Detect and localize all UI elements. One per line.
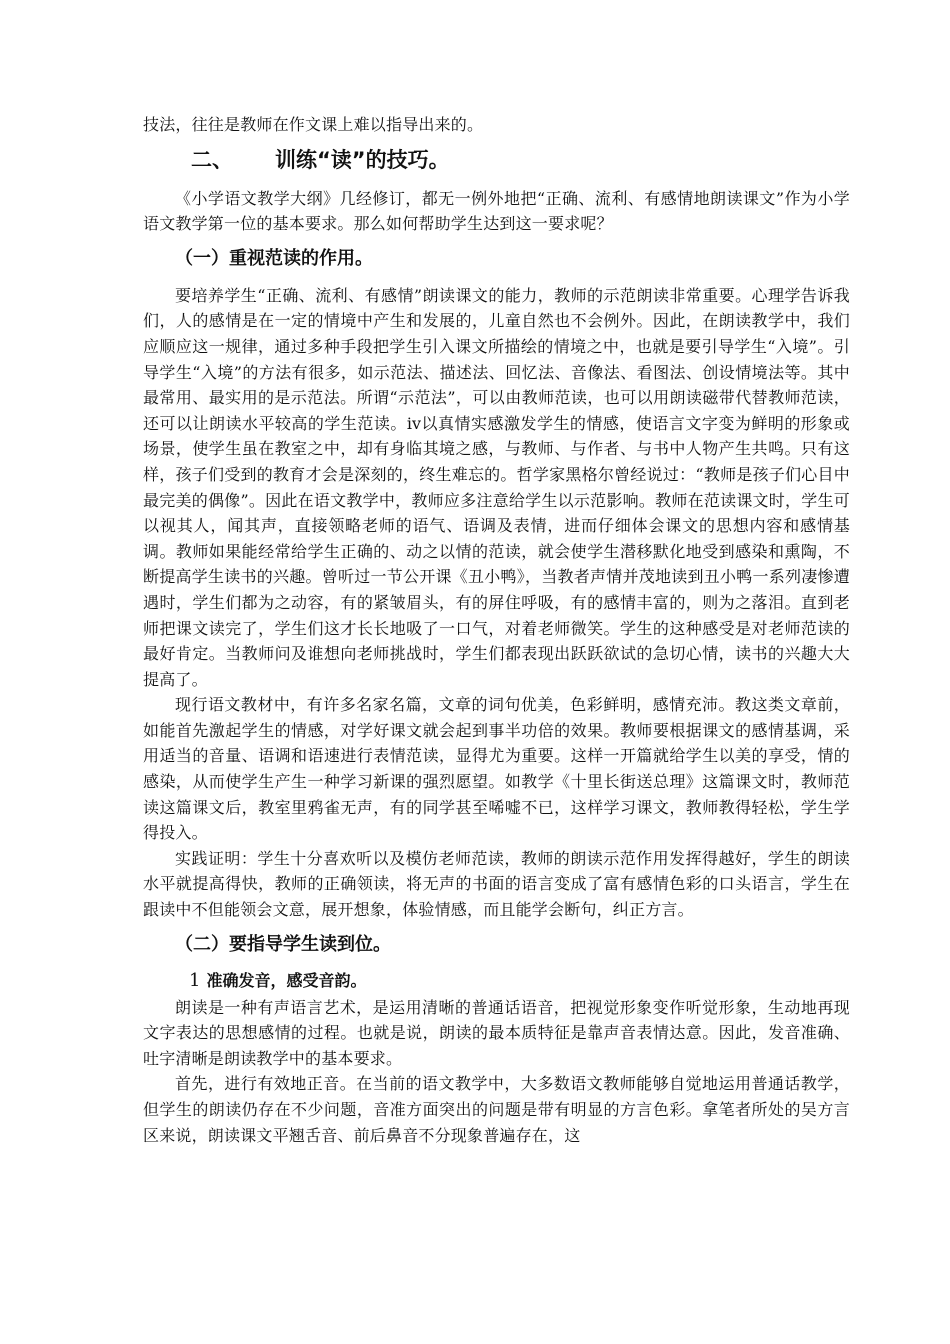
paragraph-intro-tail: 技法，往往是教师在作文课上难以指导出来的。 [143,115,484,134]
document-body [143,112,850,1148]
item-heading-pronunciation [143,969,850,993]
item-title: 准确发音，感受音韵。 [206,970,367,990]
paragraph-syllabus: 《小学语文教学大纲》几经修订，都无一例外地把“正确、流利、有感情地朗读课文”作为小学语文教学第一位的基本要求。那么如何帮助学生达到这一要求呢？ [143,188,850,234]
paragraph-model-reading: 要培养学生“正确、流利、有感情”朗读课文的能力，教师的示范朗读非常重要。心理学告诉我们，人的感情是在一定的情境中产生和发展的，儿童自然也不会例外。因此，在朗读教学中，我们应顺应这一规律，通过多种手段把学生引入课文所描绘的情境之中，也就是要引导学生“入境”。引导学生“入境”的方法有很多，如示范法、描述法、回忆法、音像法、看图法、创设情境法等。其中最常用、最实用的是示范法。所谓“示范法”，可以由教师范读，也可以用朗读磁带代替教师范读，还可以让朗读水平较高的学生范读。ⅳ以真情实感激发学生的情感，使语言文字变为鲜明的形象或场景，使学生虽在教室之中，却有身临其境之感，与教师、与作者、与书中人物产生共鸣。只有这样，孩子们受到的教育才会是深刻的，终生难忘的。哲学家黑格尔曾经说过：“教师是孩子们心目中最完美的偶像”。因此在语文教学中，教师应多注意给学生以示范影响。教师在范读课文时，学生可以视其人，闻其声，直接领略老师的语气、语调及表情，进而仔细体会课文的思想内容和感情基调。教师如果能经常给学生正确的、动之以情的范读，就会使学生潜移默化地受到感染和熏陶，不断提高学生读书的兴趣。曾听过一节公开课《丑小鸭》，当教者声情并茂地读到丑小鸭一系列凄惨遭遇时，学生们都为之动容，有的紧皱眉头，有的屏住呼吸，有的感情丰富的，则为之落泪。直到老师把课文读完了，学生们这才长长地吸了一口气，对着老师微笑。学生的这种感受是对老师范读的最好肯定。当教师问及谁想向老师挑战时，学生们都表现出跃跃欲试的急切心情，读书的兴趣大大提高了。 [143,285,850,689]
paragraph-textbook: 现行语文教材中，有许多名家名篇，文章的词句优美，色彩鲜明，感情充沛。教这类文章前，如能首先激起学生的情感，对学好课文就会起到事半功倍的效果。教师要根据课文的感情基调，采用适当的音量、语调和语速进行表情范读，显得尤为重要。这样一开篇就给学生以美的享受，情的感染，从而使学生产生一种学习新课的强烈愿望。如教学《十里长街送总理》这篇课文时，教师范读这篇课文后，教室里鸦雀无声，有的同学甚至唏嘘不已，这样学习课文，教师教得轻松，学生学得投入。 [143,695,850,843]
section-number: 二、 [191,147,233,172]
paragraph-practice: 实践证明：学生十分喜欢听以及模仿老师范读，教师的朗读示范作用发挥得越好，学生的朗读水平就提高得快，教师的正确领读，将无声的书面的语言变成了富有感情色彩的口头语言，学生在跟读中不但能领会文意，展开想象，体验情感，而且能学会断句，纠正方言。 [143,848,850,920]
section-title: 训练“读”的技巧。 [275,147,450,172]
paragraph-correct-pronunciation: 首先，进行有效地正音。在当前的语文教学中，大多数语文教师能够自觉地运用普通话教学，但学生的朗读仍存在不少问题，音准方面突出的问题是带有明显的方言色彩。拿笔者所处的吴方言区来说，朗读课文平翘舌音、前后鼻音不分现象普遍存在，这 [143,1074,850,1145]
item-number: 1 [189,969,201,991]
subheading-guide-reading: （二）要指导学生读到位。 [175,933,391,955]
subheading-model-reading: （一）重视范读的作用。 [175,247,373,269]
section-heading-2 [143,144,850,176]
paragraph-reading-art: 朗读是一种有声语言艺术，是运用清晰的普通话语音，把视觉形象变作听觉形象，生动地再现文字表达的思想感情的过程。也就是说，朗读的最本质特征是靠声音表情达意。因此，发音准确、吐字清晰是朗读教学中的基本要求。 [143,997,850,1068]
